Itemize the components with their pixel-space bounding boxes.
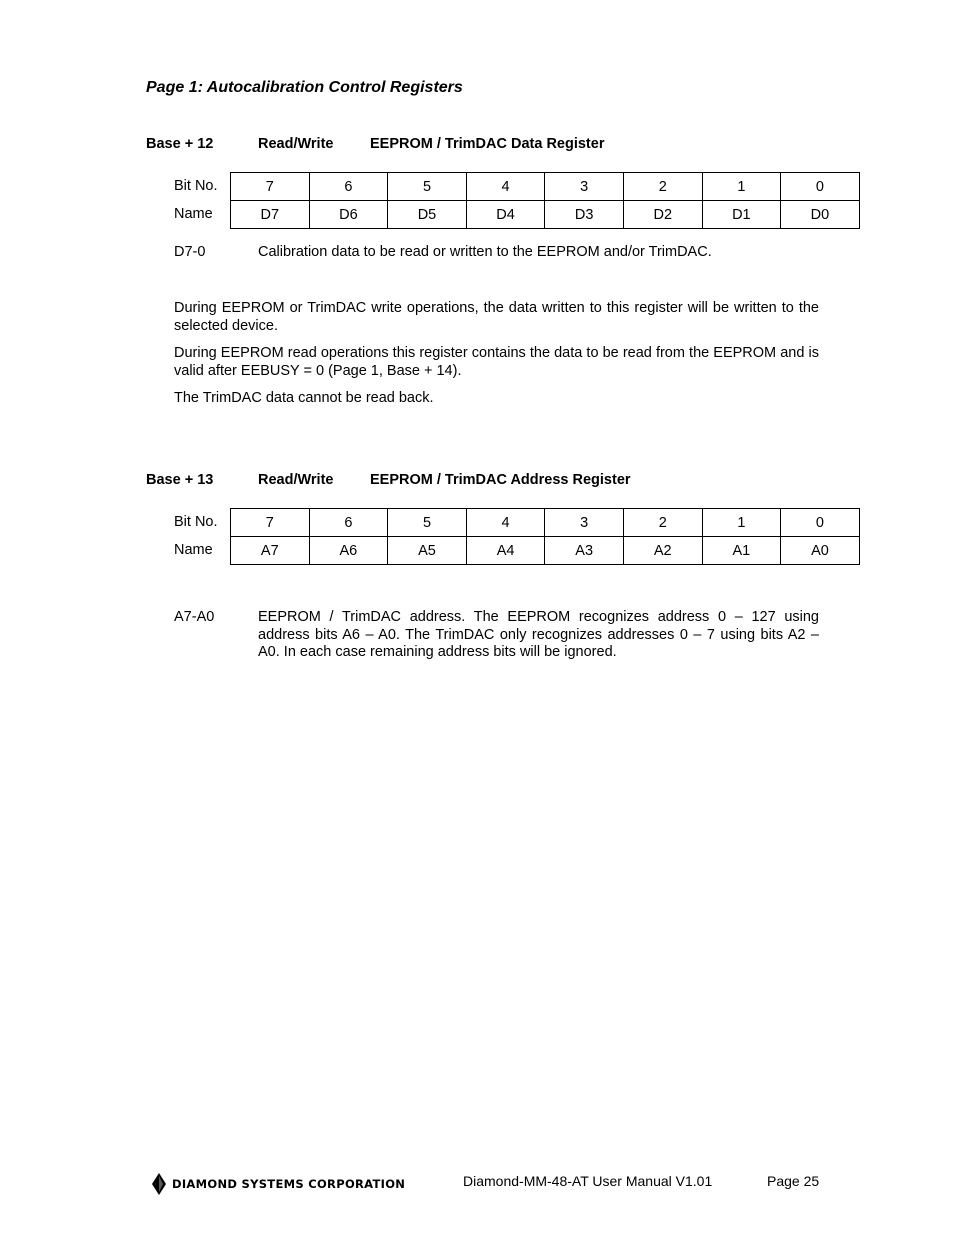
bit-cell: 4	[466, 173, 545, 201]
bit-cell: 0	[781, 173, 860, 201]
register-access: Read/Write	[258, 136, 334, 152]
name-cell: A7	[231, 537, 310, 565]
bit-cell: 1	[702, 509, 781, 537]
bit-table	[230, 172, 860, 229]
register-offset: Base + 13	[146, 472, 214, 488]
field-description: Calibration data to be read or written to the EEPROM and/or TrimDAC.	[258, 244, 712, 260]
register-offset: Base + 12	[146, 136, 214, 152]
register-name: EEPROM / TrimDAC Data Register	[370, 136, 605, 152]
bit-number-row	[231, 509, 860, 537]
name-cell: A5	[388, 537, 467, 565]
name-cell: D7	[231, 201, 310, 229]
paragraph: During EEPROM or TrimDAC write operations, the data written to this register will be written to the selected device.	[174, 300, 819, 334]
bit-cell: 4	[466, 509, 545, 537]
field-description: EEPROM / TrimDAC address. The EEPROM recognizes address 0 – 127 using address bits A6 – A0. The TrimDAC only recognizes addresses 0 – 7 using bits A2 – A0. In each case remaining address bits will be ignored.	[258, 609, 819, 660]
name-cell: D2	[623, 201, 702, 229]
paragraph: During EEPROM read operations this register contains the data to be read from the EEPROM and is valid after EEBUSY = 0 (Page 1, Base + 14).	[174, 345, 819, 379]
bit-name-row	[231, 201, 860, 229]
name-label: Name	[174, 542, 213, 558]
name-cell: A0	[781, 537, 860, 565]
name-cell: D3	[545, 201, 624, 229]
name-label: Name	[174, 206, 213, 222]
diamond-logo-icon	[152, 1173, 166, 1195]
company-name: DIAMOND SYSTEMS CORPORATION	[172, 1177, 406, 1191]
name-cell: A4	[466, 537, 545, 565]
page-number: Page 25	[767, 1173, 820, 1189]
name-cell: A1	[702, 537, 781, 565]
bit-table	[230, 508, 860, 565]
name-cell: A6	[309, 537, 388, 565]
name-cell: D6	[309, 201, 388, 229]
name-cell: D0	[781, 201, 860, 229]
bit-cell: 3	[545, 509, 624, 537]
manual-title: Diamond-MM-48-AT User Manual V1.01	[463, 1173, 713, 1189]
bit-no-label: Bit No.	[174, 514, 218, 530]
bit-cell: 5	[388, 509, 467, 537]
bit-cell: 5	[388, 173, 467, 201]
bit-name-row	[231, 537, 860, 565]
bit-cell: 7	[231, 173, 310, 201]
page-title: Page 1: Autocalibration Control Registers	[146, 79, 463, 96]
bit-cell: 2	[623, 173, 702, 201]
paragraph: The TrimDAC data cannot be read back.	[174, 390, 434, 406]
field-label: A7-A0	[174, 609, 215, 625]
name-cell: A2	[623, 537, 702, 565]
bit-cell: 7	[231, 509, 310, 537]
bit-no-label: Bit No.	[174, 178, 218, 194]
company-logo	[152, 1173, 405, 1195]
bit-cell: 6	[309, 509, 388, 537]
bit-cell: 0	[781, 509, 860, 537]
bit-cell: 6	[309, 173, 388, 201]
register-name: EEPROM / TrimDAC Address Register	[370, 472, 631, 488]
bit-number-row	[231, 173, 860, 201]
name-cell: D4	[466, 201, 545, 229]
bit-cell: 3	[545, 173, 624, 201]
name-cell: A3	[545, 537, 624, 565]
field-label: D7-0	[174, 244, 206, 260]
bit-cell: 2	[623, 509, 702, 537]
name-cell: D5	[388, 201, 467, 229]
name-cell: D1	[702, 201, 781, 229]
register-access: Read/Write	[258, 472, 334, 488]
bit-cell: 1	[702, 173, 781, 201]
